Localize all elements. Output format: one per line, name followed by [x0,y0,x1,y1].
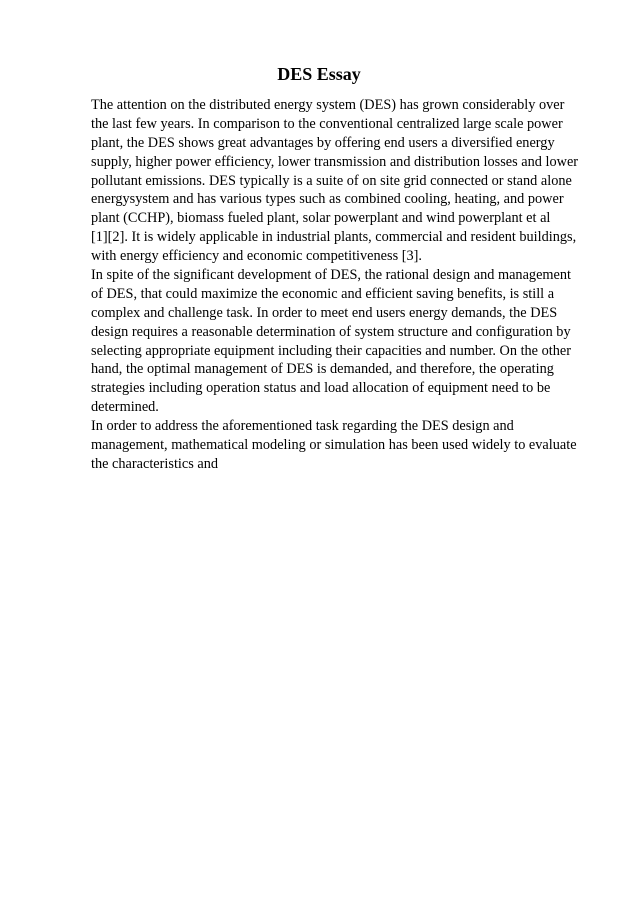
body-line: The attention on the distributed energy system (DES) has grown considerably over [91,97,565,113]
document-body [91,96,596,474]
body-line: energysystem and has various types such as combined cooling, heating, and power [91,191,564,208]
body-line: plant (CCHP), biomass fueled plant, solar powerplant and wind powerplant et al [91,210,551,227]
body-line: design requires a reasonable determination of system structure and configuration by [91,323,571,340]
body-line: management, mathematical modeling or simulation has been used widely to evaluate [91,437,577,454]
body-line: supply, higher power efficiency, lower transmission and distribution losses and lower [91,153,579,170]
body-line: selecting appropriate equipment including their capacities and number. On the other [91,342,571,359]
body-line: [1][2]. It is widely applicable in industrial plants, commercial and resident buildings, [91,229,577,246]
body-line: In spite of the significant development of DES, the rational design and management [91,267,572,284]
body-line: hand, the optimal management of DES is demanded, and therefore, the operating [91,361,554,378]
body-line: with energy efficiency and economic competitiveness [3]. [91,248,422,265]
body-line: plant, the DES shows great advantages by offering end users a diversified energy [91,134,555,151]
document-title: DES Essay [277,64,361,84]
body-line: strategies including operation status and load allocation of equipment need to be [91,380,551,397]
body-line: the last few years. In comparison to the conventional centralized large scale power [91,115,563,132]
body-line: of DES, that could maximize the economic and efficient saving benefits, is still a [91,285,555,302]
body-line: complex and challenge task. In order to meet end users energy demands, the DES [91,304,558,321]
body-line: In order to address the aforementioned task regarding the DES design and [91,418,514,435]
body-line: pollutant emissions. DES typically is a suite of on site grid connected or stand alone [91,172,572,189]
body-line: the characteristics and [91,455,219,472]
body-line: determined. [91,399,159,416]
